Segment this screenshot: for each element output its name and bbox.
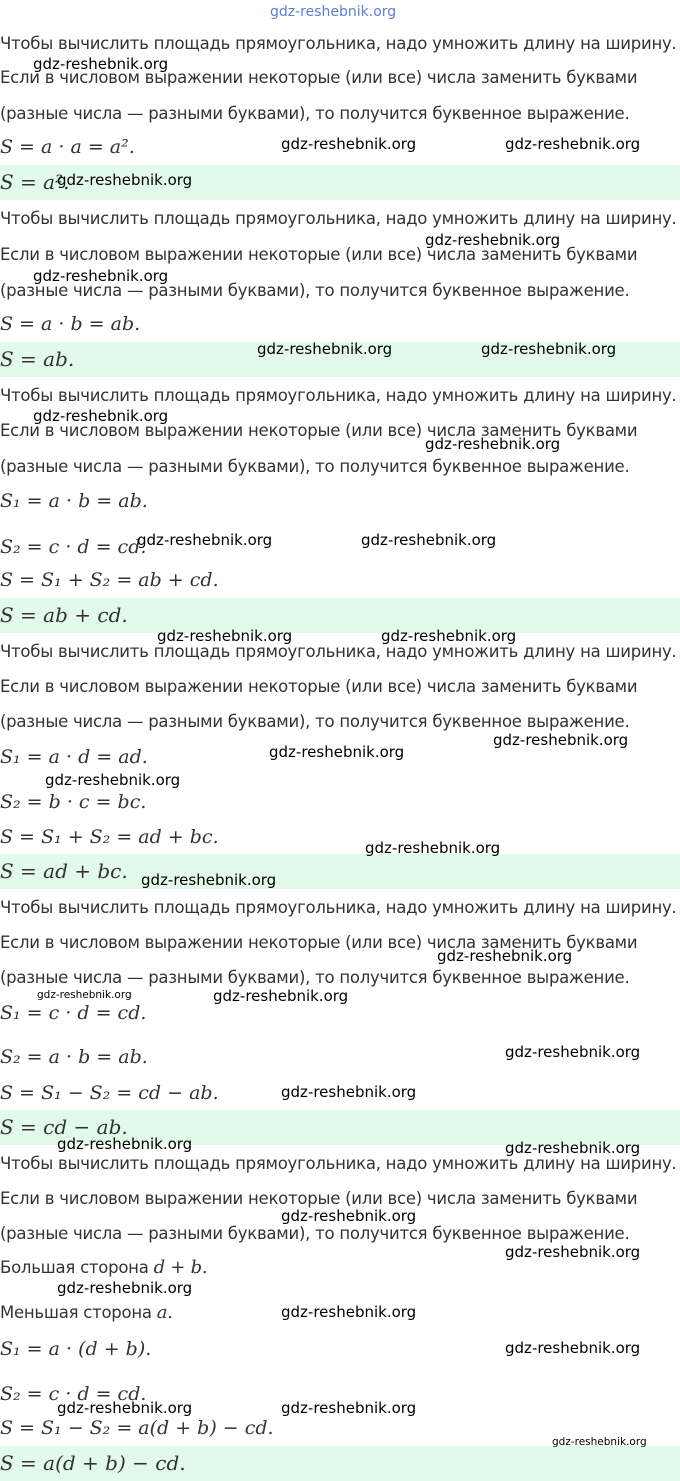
watermark: gdz-reshebnik.org [505,1243,641,1261]
explanation-line: Если в числовом выражении некоторые (или все) числа заменить буквами [0,677,638,696]
watermark: gdz-reshebnik.org [33,267,169,285]
formula-line: S = S₁ − S₂ = cd − ab. [0,1082,219,1104]
explanation-line: (разные числа — разными буквами), то получится буквенное выражение. [0,281,630,300]
watermark: gdz-reshebnik.org [505,135,641,153]
watermark: gdz-reshebnik.org [270,4,397,20]
answer-box: S = a². [0,165,680,200]
watermark: gdz-reshebnik.org [381,627,517,645]
formula-line: S₂ = a · b = ab. [0,1046,148,1068]
watermark: gdz-reshebnik.org [505,1139,641,1157]
explanation-line: Если в числовом выражении некоторые (или все) числа заменить буквами [0,68,638,87]
formula-line: S₁ = a · b = ab. [0,490,148,512]
watermark: gdz-reshebnik.org [425,435,561,453]
watermark: gdz-reshebnik.org [213,987,349,1005]
watermark: gdz-reshebnik.org [33,407,169,425]
formula-line: S = a · a = a². [0,136,135,158]
watermark: gdz-reshebnik.org [269,743,405,761]
formula-line: S₂ = b · c = bc. [0,791,147,813]
explanation-line: Чтобы вычислить площадь прямоугольника, надо умножить длину на ширину. [0,209,677,228]
explanation-line: Чтобы вычислить площадь прямоугольника, надо умножить длину на ширину. [0,34,677,53]
answer-box: S = cd − ab. [0,1110,680,1145]
watermark: gdz-reshebnik.org [57,171,193,189]
explanation-line: (разные числа — разными буквами), то получится буквенное выражение. [0,104,630,123]
answer-box: S = ad + bc. [0,854,680,889]
formula-line: S = S₁ − S₂ = a(d + b) − cd. [0,1417,274,1439]
watermark: gdz-reshebnik.org [57,1135,193,1153]
watermark: gdz-reshebnik.org [45,771,181,789]
side-label: Большая сторона [0,1258,149,1277]
formula-line: S = S₁ + S₂ = ad + bc. [0,826,219,848]
watermark: gdz-reshebnik.org [493,731,629,749]
explanation-line: Чтобы вычислить площадь прямоугольника, надо умножить длину на ширину. [0,642,677,661]
explanation-line: Если в числовом выражении некоторые (или все) числа заменить буквами [0,1189,638,1208]
side-value: a. [156,1302,173,1323]
watermark: gdz-reshebnik.org [57,1399,193,1417]
side-label: Меньшая сторона [0,1303,152,1322]
watermark: gdz-reshebnik.org [281,1083,417,1101]
watermark: gdz-reshebnik.org [157,627,293,645]
answer-box: S = a(d + b) − cd. [0,1446,680,1481]
watermark: gdz-reshebnik.org [137,531,273,549]
watermark: gdz-reshebnik.org [425,231,561,249]
explanation-line: Если в числовом выражении некоторые (или все) числа заменить буквами [0,245,638,264]
formula-line: S = a · b = ab. [0,313,141,335]
explanation-line: (разные числа — разными буквами), то получится буквенное выражение. [0,968,630,987]
explanation-line: (разные числа — разными буквами), то получится буквенное выражение. [0,712,630,731]
explanation-line: Если в числовом выражении некоторые (или все) числа заменить буквами [0,933,638,952]
explanation-line: Чтобы вычислить площадь прямоугольника, надо умножить длину на ширину. [0,1154,677,1173]
formula-line: S₁ = c · d = cd. [0,1002,147,1024]
watermark: gdz-reshebnik.org [141,871,277,889]
watermark: gdz-reshebnik.org [281,1207,417,1225]
watermark: gdz-reshebnik.org [365,839,501,857]
formula-line: S₁ = a · d = ad. [0,746,148,768]
watermark: gdz-reshebnik.org [281,1399,417,1417]
answer-box: S = ab + cd. [0,598,680,633]
watermark: gdz-reshebnik.org [257,340,393,358]
explanation-line: Если в числовом выражении некоторые (или все) числа заменить буквами [0,421,638,440]
formula-line: S₂ = c · d = cd. [0,536,147,558]
explanation-line: Чтобы вычислить площадь прямоугольника, надо умножить длину на ширину. [0,386,677,405]
watermark: gdz-reshebnik.org [481,340,617,358]
explanation-line: Чтобы вычислить площадь прямоугольника, надо умножить длину на ширину. [0,898,677,917]
answer-box: S = ab. [0,342,680,377]
watermark: gdz-reshebnik.org [281,1303,417,1321]
watermark: gdz-reshebnik.org [57,1279,193,1297]
formula-line: S₂ = c · d = cd. [0,1383,147,1405]
watermark: gdz-reshebnik.org [361,531,497,549]
watermark: gdz-reshebnik.org [552,1436,647,1448]
watermark: gdz-reshebnik.org [505,1043,641,1061]
watermark: gdz-reshebnik.org [281,135,417,153]
formula-line: S₁ = a · (d + b). [0,1338,152,1360]
explanation-line: (разные числа — разными буквами), то получится буквенное выражение. [0,457,630,476]
formula-line: S = S₁ + S₂ = ab + cd. [0,569,219,591]
watermark: gdz-reshebnik.org [437,947,573,965]
watermark: gdz-reshebnik.org [505,1339,641,1357]
explanation-line: (разные числа — разными буквами), то получится буквенное выражение. [0,1224,630,1243]
side-value: d + b. [153,1257,208,1278]
watermark: gdz-reshebnik.org [33,55,169,73]
watermark: gdz-reshebnik.org [37,989,132,1001]
